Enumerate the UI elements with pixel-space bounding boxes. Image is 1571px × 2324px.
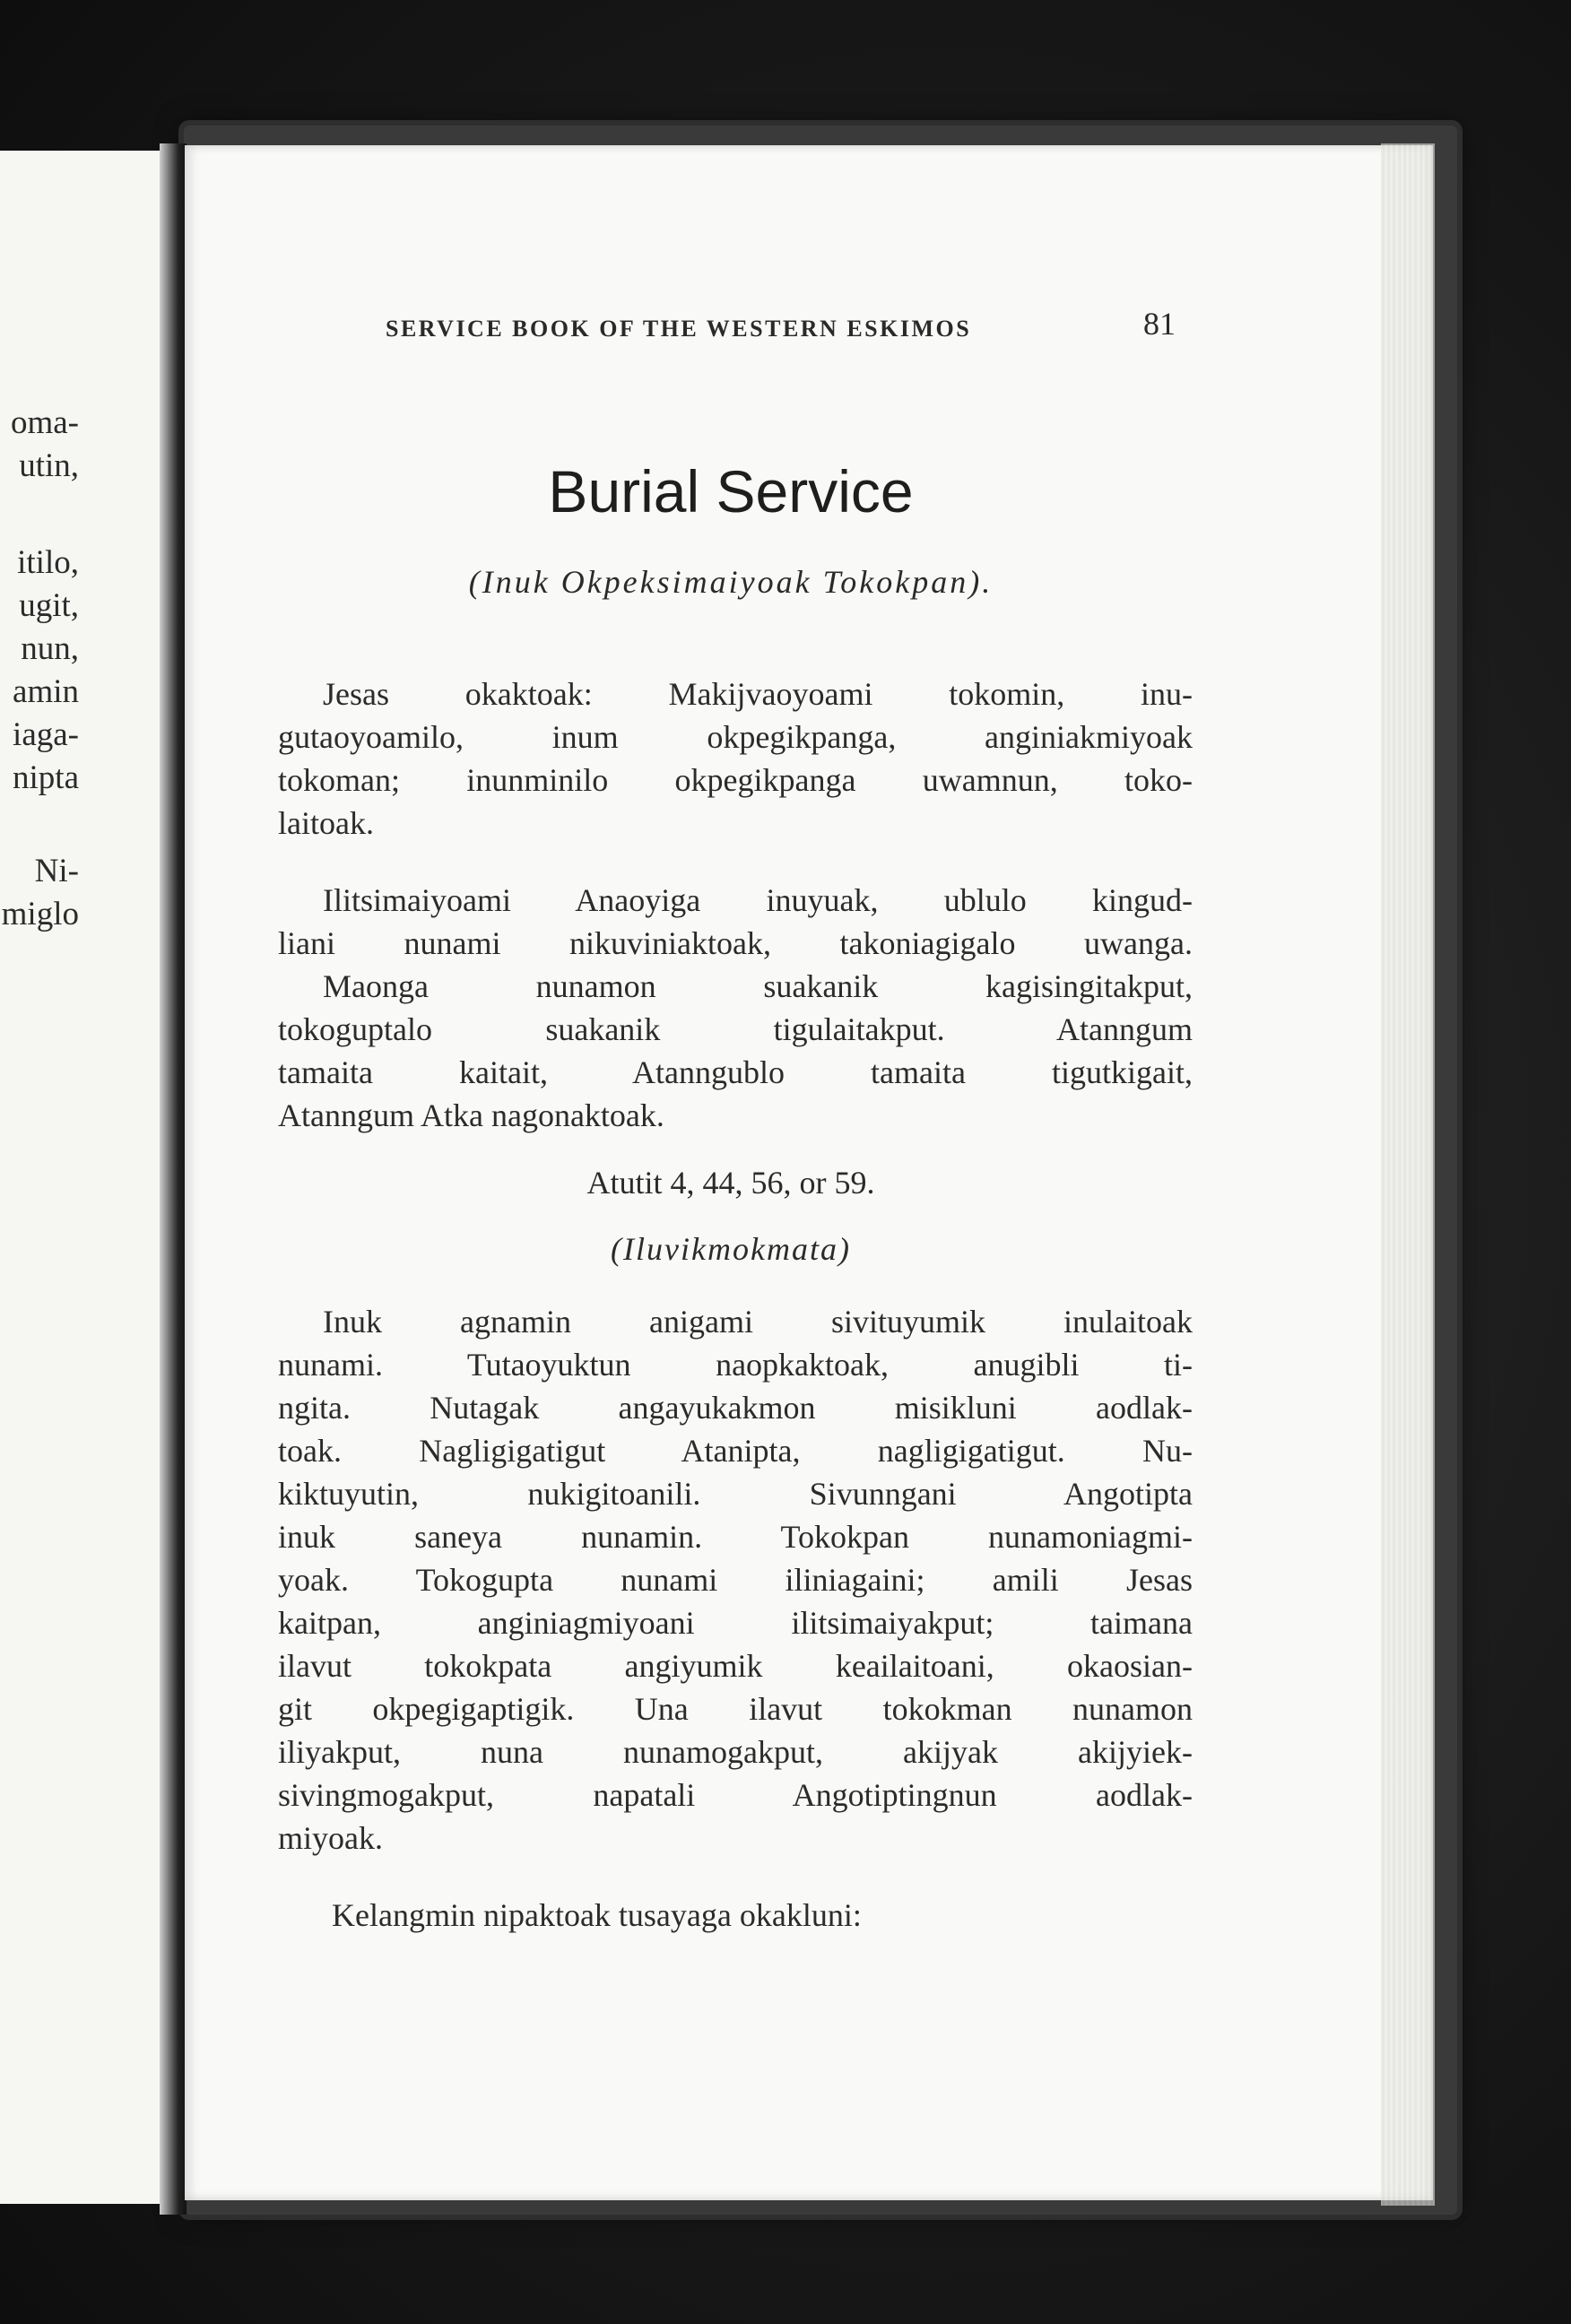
left-page-line: utin, — [19, 447, 79, 484]
paragraph-line: git okpegigaptigik. Una ilavut tokokman nunamon — [278, 1691, 1193, 1727]
left-page-line: miglo — [1, 896, 79, 932]
paragraph-line: Kelangmin nipaktoak tusayaga okakluni: — [332, 1897, 862, 1933]
paragraph-line: kaitpan, anginiagmiyoani ilitsimaiyakput; taimana — [278, 1605, 1193, 1641]
paragraph-line: sivingmogakput, napatali Angotiptingnun aodlak- — [278, 1777, 1193, 1813]
paragraph-line: ilavut tokokpata angiyumik keailaitoani, okaosian- — [278, 1648, 1193, 1684]
left-page-line: amin — [13, 673, 79, 710]
paragraph-line: Inuk agnamin anigami sivituyumik inulaitoak — [323, 1304, 1193, 1340]
paragraph-line: ngita. Nutagak angayukakmon misikluni aodlak- — [278, 1390, 1193, 1426]
paragraph-line: inuk saneya nunamin. Tokokpan nunamoniagmi- — [278, 1519, 1193, 1555]
paragraph-line: Atanngum Atka nagonaktoak. — [278, 1097, 664, 1133]
paragraph-line: Ilitsimaiyoami Anaoyiga inuyuak, ublulo kingud- — [323, 882, 1193, 918]
paragraph-line: toak. Nagligigatigut Atanipta, nagligigatigut. Nu- — [278, 1433, 1193, 1469]
paragraph-line: laitoak. — [278, 805, 374, 841]
left-page-line: nipta — [13, 759, 79, 796]
section-heading: (Iluvikmokmata) — [611, 1231, 851, 1267]
paragraph-line: tamaita kaitait, Atanngublo tamaita tigutkigait, — [278, 1054, 1193, 1090]
left-page-line: nun, — [21, 630, 79, 667]
paragraph-line: yoak. Tokogupta nunami iliniagaini; amili Jesas — [278, 1562, 1193, 1598]
paragraph-line: Maonga nunamon suakanik kagisingitakput, — [323, 968, 1193, 1004]
left-page-line: ugit, — [19, 587, 79, 624]
paragraph-line: miyoak. — [278, 1820, 383, 1856]
paragraph-line: liani nunami nikuviniaktoak, takoniagigalo uwanga. — [278, 925, 1193, 961]
left-page-line: oma- — [10, 404, 79, 441]
paragraph-line: nunami. Tutaoyuktun naopkaktoak, anugibli ti- — [278, 1347, 1193, 1383]
paragraph-line: iliyakput, nuna nunamogakput, akijyak akijyiek- — [278, 1734, 1193, 1770]
hymn-reference: Atutit 4, 44, 56, or 59. — [586, 1165, 875, 1201]
page-subtitle: (Inuk Okpeksimaiyoak Tokokpan). — [468, 564, 994, 600]
running-head: SERVICE BOOK OF THE WESTERN ESKIMOS — [386, 316, 972, 342]
paragraph-line: kiktuyutin, nukigitoanili. Sivunngani Angotipta — [278, 1476, 1193, 1512]
paragraph-line: gutaoyoamilo, inum okpegikpanga, anginiakmiyoak — [278, 719, 1193, 755]
left-page-line: itilo, — [17, 544, 79, 581]
paragraph-line: Jesas okaktoak: Makijvaoyoami tokomin, inu- — [323, 676, 1193, 712]
paragraph-line: tokoman; inunminilo okpegikpanga uwamnun, toko- — [278, 762, 1193, 798]
page-title: Burial Service — [548, 458, 914, 525]
left-page-line: Ni- — [34, 853, 79, 889]
left-page-line: iaga- — [13, 716, 79, 753]
page-number: 81 — [1143, 306, 1176, 342]
paragraph-line: tokoguptalo suakanik tigulaitakput. Atanngum — [278, 1011, 1193, 1047]
